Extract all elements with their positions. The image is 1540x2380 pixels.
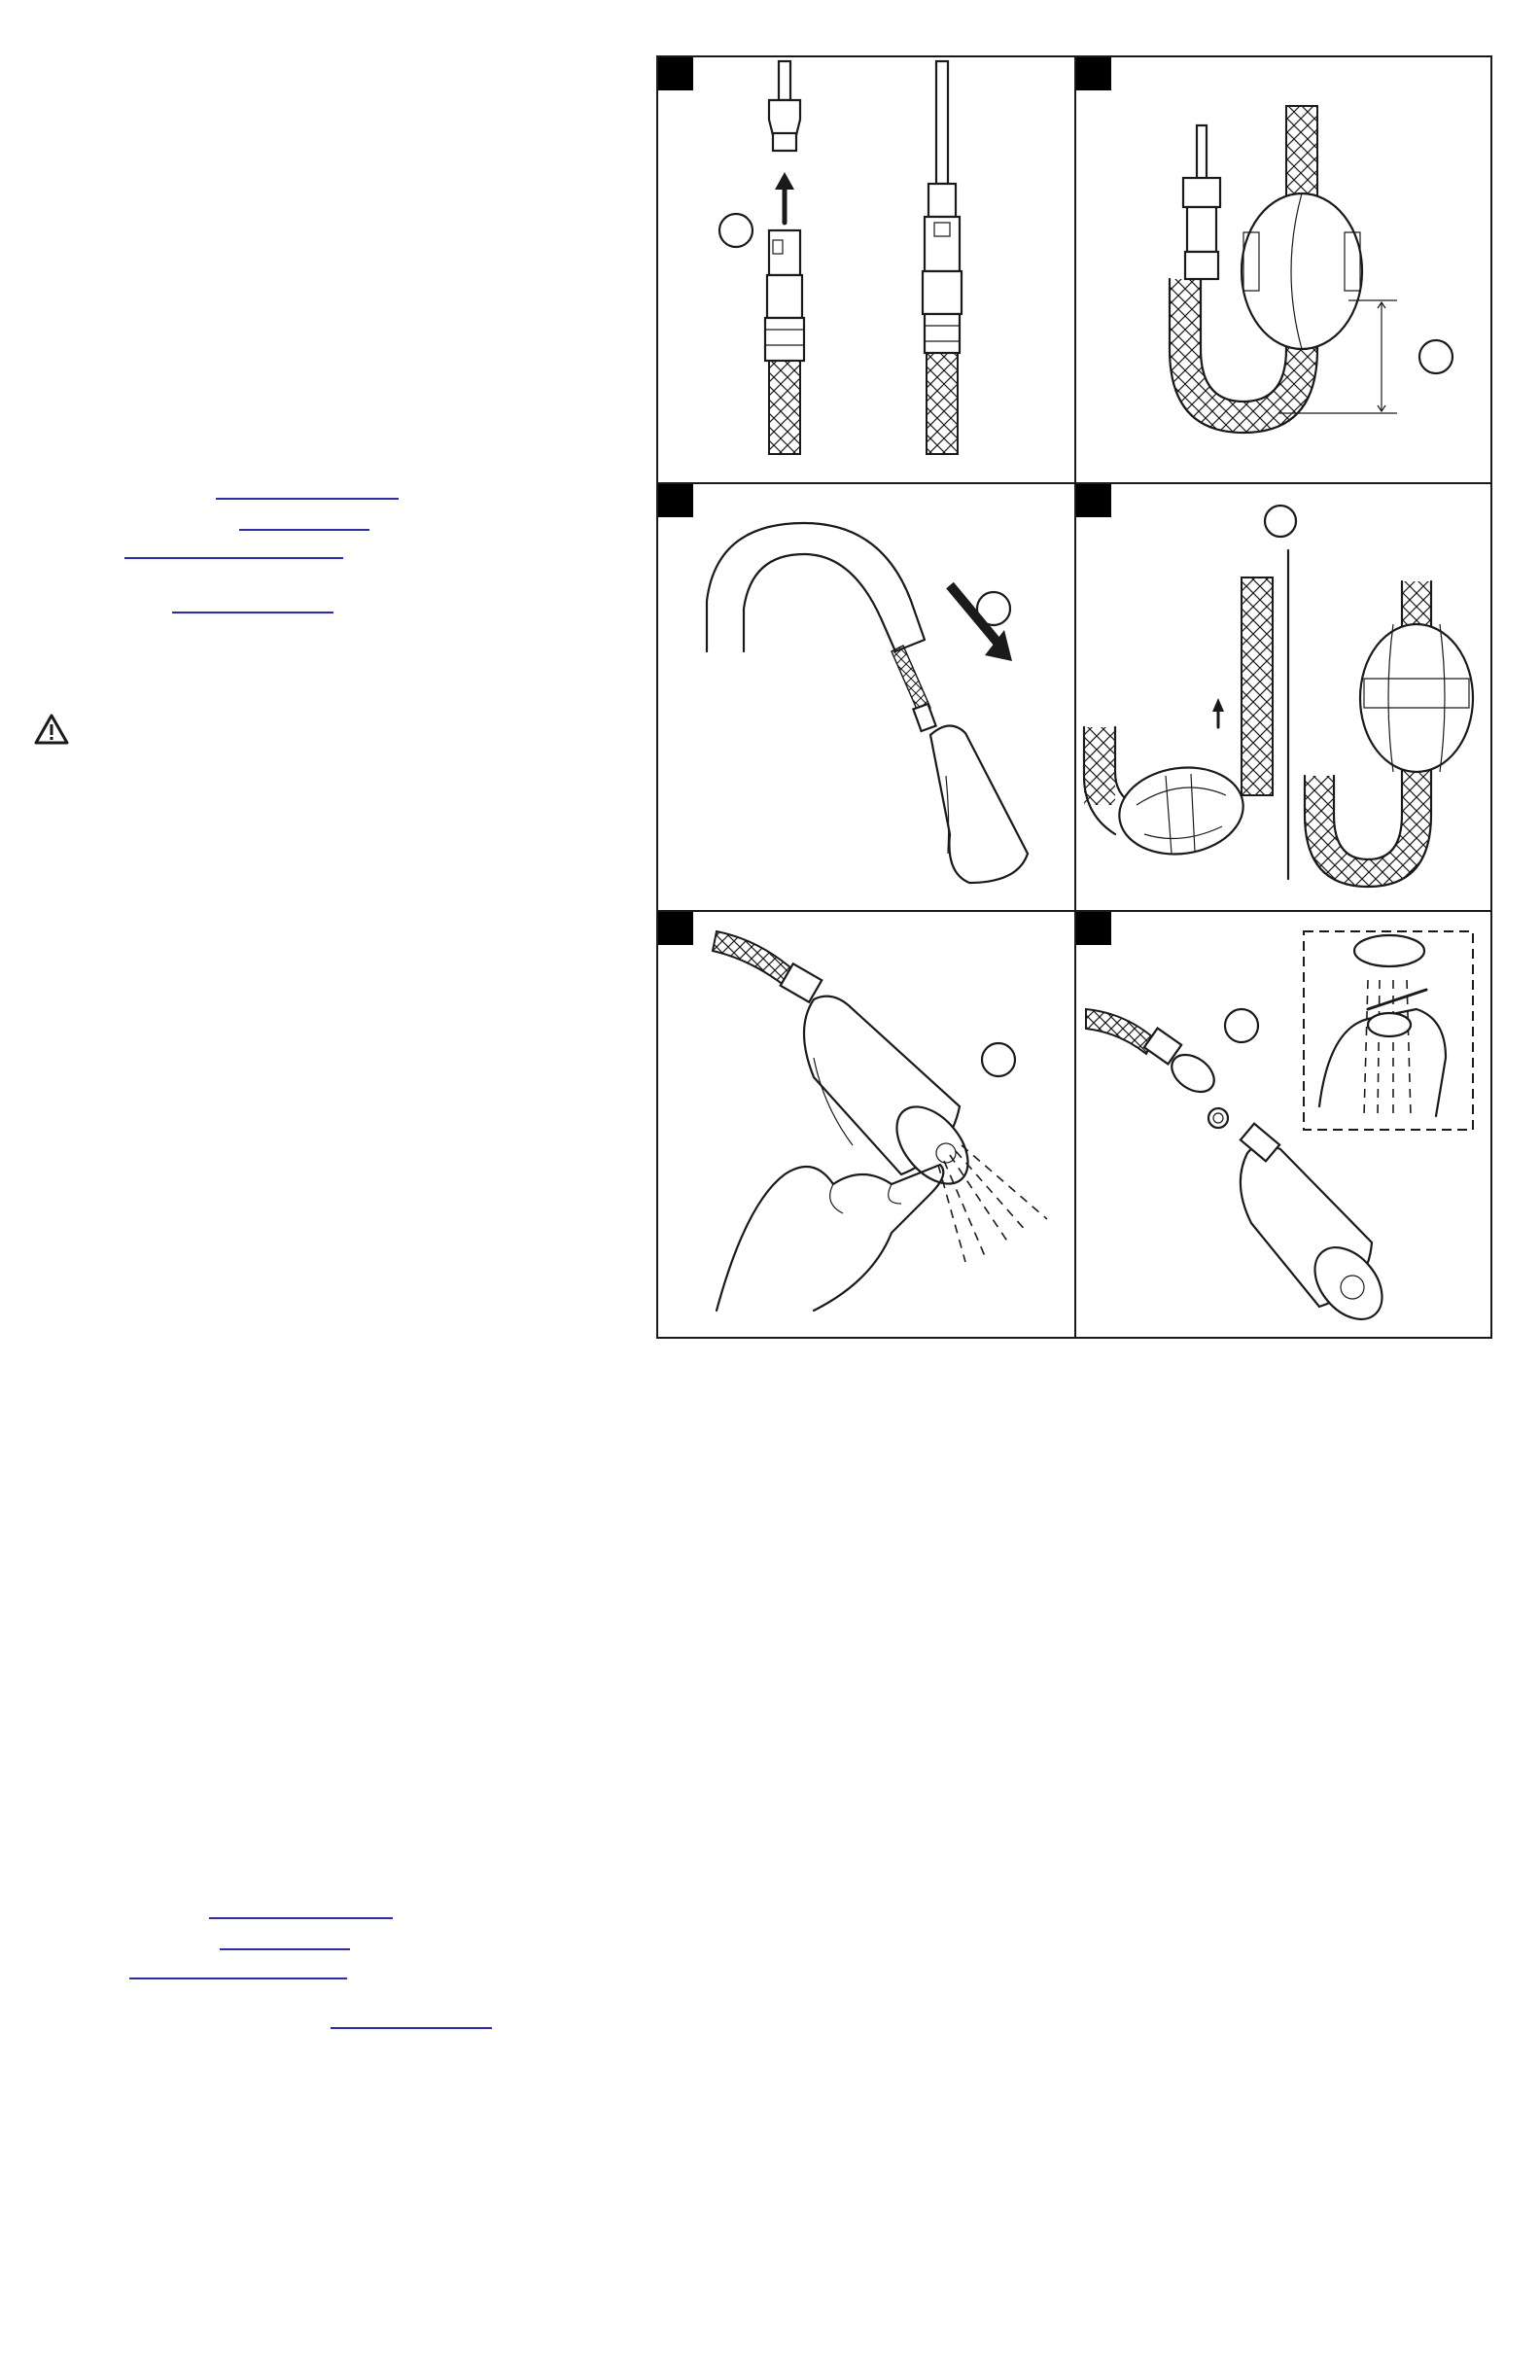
link-underline[interactable]: [124, 557, 343, 559]
step-number-tag: [658, 484, 693, 517]
panel-hose-weight: [1076, 57, 1493, 485]
link-underline[interactable]: [331, 2027, 492, 2029]
panel-spray-button: [658, 912, 1075, 1340]
step-number-tag: [658, 912, 693, 945]
link-underline[interactable]: [220, 1948, 350, 1950]
panel-weight-position: [1076, 484, 1493, 912]
warning-triangle-icon: [33, 713, 70, 746]
step-number-tag: [1076, 57, 1111, 90]
panel-quick-connect: [658, 57, 1075, 485]
link-underline[interactable]: [216, 498, 399, 500]
aerator-cleaning-illustration: [1076, 912, 1493, 1340]
pull-down-illustration: [658, 484, 1075, 912]
panel-aerator-cleaning: [1076, 912, 1493, 1340]
hose-weight-illustration: [1076, 57, 1493, 485]
step-number-tag: [1076, 912, 1111, 945]
link-underline[interactable]: [129, 1978, 347, 1979]
spray-button-illustration: [658, 912, 1075, 1340]
panel-pull-down: [658, 484, 1075, 912]
quick-connect-illustration: [658, 57, 1075, 485]
link-underline[interactable]: [239, 529, 369, 531]
step-number-tag: [1076, 484, 1111, 517]
instruction-figure-grid: [656, 55, 1492, 1339]
step-number-tag: [658, 57, 693, 90]
link-underline[interactable]: [209, 1917, 393, 1919]
link-underline[interactable]: [172, 612, 333, 613]
weight-position-illustration: [1076, 484, 1493, 912]
